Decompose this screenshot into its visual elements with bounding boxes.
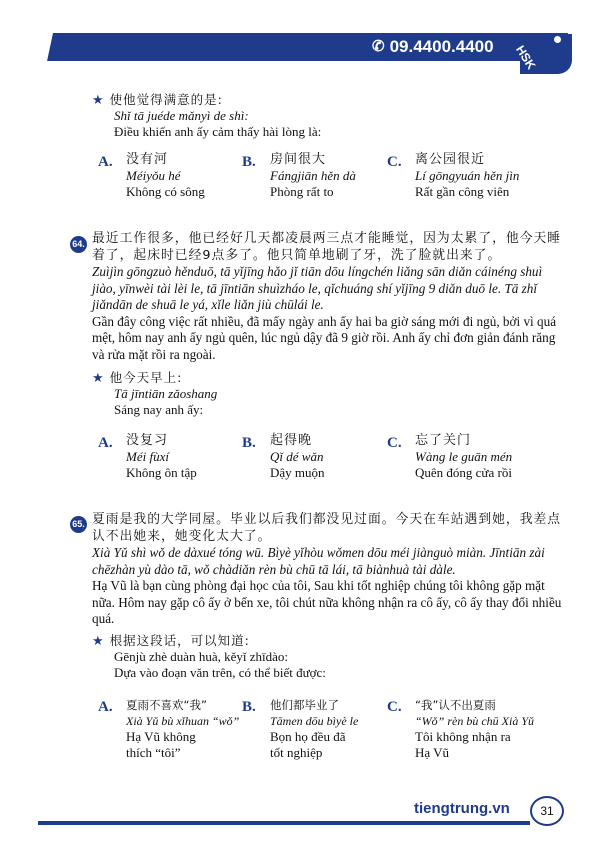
option-hanzi: “我”认不出夏雨 <box>415 698 496 712</box>
q64-hanzi: 最近工作很多，他已经好几天都凌晨两三点才能睡觉，因为太累了，他今天睡着了，起床时已经9点多了。他只简单地刷了牙，洗了脸就出来了。 <box>92 231 562 263</box>
q64-passage <box>92 230 562 363</box>
option-pinyin: Xià Yǔ bù xǐhuan “wǒ” <box>126 714 240 728</box>
q65-prompt-hanzi: 根据这段话，可以知道: <box>109 633 250 648</box>
q63-prompt-vi: Điều khiến anh ấy cảm thấy hài lòng là: <box>114 124 322 139</box>
star-icon: ★ <box>92 633 104 648</box>
option-letter: C. <box>387 699 402 715</box>
option-vi: Tôi không nhận ra <box>415 729 511 744</box>
q63-prompt-pinyin: Shǐ tā juéde mǎnyì de shì: <box>114 108 249 123</box>
option-letter: C. <box>387 435 402 451</box>
phone-number: 09.4400.4400 <box>389 37 494 56</box>
option-hanzi: 他们都毕业了 <box>270 698 339 712</box>
option-vi: Quên đóng cửa rồi <box>415 465 512 480</box>
option-vi: Không ôn tập <box>126 465 197 480</box>
hsk-badge-label: HSK <box>513 43 539 72</box>
q65-prompt-pinyin: Gēnjù zhè duàn huà, kěyǐ zhīdào: <box>114 649 288 664</box>
q65-prompt <box>92 633 562 681</box>
option-letter: B. <box>242 435 256 451</box>
q64-prompt <box>92 370 562 418</box>
option-letter: A. <box>98 154 113 170</box>
option-hanzi: 没有河 <box>126 152 169 167</box>
option-hanzi: 起得晚 <box>270 433 313 448</box>
option-vi: Không có sông <box>126 184 205 199</box>
option-vi: Bọn họ đều đã <box>270 729 346 744</box>
option-hanzi: 没复习 <box>126 433 169 448</box>
hsk-dot-icon <box>554 36 561 43</box>
option-hanzi: 忘了关门 <box>415 433 472 448</box>
q64-vi: Gần đây công việc rất nhiều, đã mấy ngày anh ấy hai ba giờ sáng mới đi ngủ, bởi vì quá mệt, hôm nay anh ấy ngủ quên, lúc ngủ dậy đã 9 giờ rồi. Anh ấy chỉ đơn giản đánh răng và rửa mặt rồi ra ngoài. <box>92 313 557 362</box>
q63-prompt <box>92 92 562 140</box>
q65-hanzi: 夏雨是我的大学同屋。毕业以后我们都没见过面。今天在车站遇到她，我差点认不出她来，她变化太大了。 <box>92 512 562 544</box>
option-vi: Phòng rất to <box>270 184 334 199</box>
option-vi: Hạ Vũ <box>415 745 450 760</box>
q64-prompt-pinyin: Tā jīntiān zǎoshang <box>114 386 218 401</box>
option-letter: A. <box>98 435 113 451</box>
option-letter: C. <box>387 154 402 170</box>
page-number: 31 <box>530 796 564 826</box>
option-pinyin: Fángjiān hěn dà <box>270 168 356 183</box>
option-vi: tốt nghiệp <box>270 745 323 760</box>
option-letter: A. <box>98 699 113 715</box>
option-letter: B. <box>242 699 256 715</box>
q64-prompt-vi: Sáng nay anh ấy: <box>114 402 204 417</box>
star-icon: ★ <box>92 370 104 385</box>
option-vi: Rất gần công viên <box>415 184 510 199</box>
option-pinyin: Wàng le guān mén <box>415 449 513 464</box>
option-hanzi: 夏雨不喜欢“我” <box>126 698 207 712</box>
option-vi: Hạ Vũ không <box>126 729 196 744</box>
q63-prompt-hanzi: 使他觉得满意的是: <box>109 92 223 107</box>
option-pinyin: Tāmen dōu bìyè le <box>270 714 359 728</box>
option-pinyin: Qǐ dé wǎn <box>270 449 324 464</box>
q64-options <box>92 433 562 493</box>
header-phone <box>372 35 522 59</box>
option-pinyin: Méi fùxí <box>126 449 169 464</box>
option-letter: B. <box>242 154 256 170</box>
option-vi: thích “tôi” <box>126 745 181 760</box>
q64-pinyin: Zuìjìn gōngzuò hěnduō, tā yǐjīng hǎo jǐ tiān dōu língchén liǎng sān diǎn cáinéng shuì jiào, yīnwèi tài lèi le, tā jīntiān shuìzháo le, qǐchuáng shí yǐjīng 9 diǎn duō le. Tā zhǐ jiǎndān de shuā le yá, xǐle liǎn jiù chūlái le. <box>92 264 543 312</box>
option-hanzi: 房间很大 <box>270 152 327 167</box>
footer-site[interactable]: tiengtrung.vn <box>414 800 510 817</box>
q65-passage <box>92 511 562 628</box>
phone-icon: ✆ <box>372 38 385 55</box>
option-hanzi: 离公园很近 <box>415 152 486 167</box>
star-icon: ★ <box>92 92 104 107</box>
q65-pinyin: Xià Yǔ shì wǒ de dàxué tóng wū. Bìyè yǐhòu wǒmen dōu méi jiànguò miàn. Jīntiān zài chēzhàn yù dào tā, wǒ chàdiǎn rèn bù chū tā lái, tā biànhuà tài dàle. <box>92 545 545 577</box>
q65-prompt-vi: Dựa vào đoạn văn trên, có thể biết được: <box>114 665 326 680</box>
option-pinyin: Lí gōngyuán hěn jìn <box>415 168 520 183</box>
q64-number: 64. <box>70 236 87 253</box>
q65-number: 65. <box>70 516 87 533</box>
option-vi: Dậy muộn <box>270 465 325 480</box>
q65-vi: Hạ Vũ là bạn cùng phòng đại học của tôi, Sau khi tốt nghiệp chúng tôi không gặp mặt nữa. Hôm nay gặp cô ấy ở bến xe, tôi chút nữa không nhận ra cô ấy, cô ấy thay đổi nhiều quá. <box>92 578 562 626</box>
option-pinyin: Méiyǒu hé <box>126 168 181 183</box>
option-pinyin: “Wǒ” rèn bù chū Xià Yǔ <box>415 714 535 728</box>
footer-bar <box>38 821 530 825</box>
q64-prompt-hanzi: 他今天早上: <box>109 370 183 385</box>
q63-options <box>92 152 562 212</box>
q65-options <box>92 697 562 767</box>
